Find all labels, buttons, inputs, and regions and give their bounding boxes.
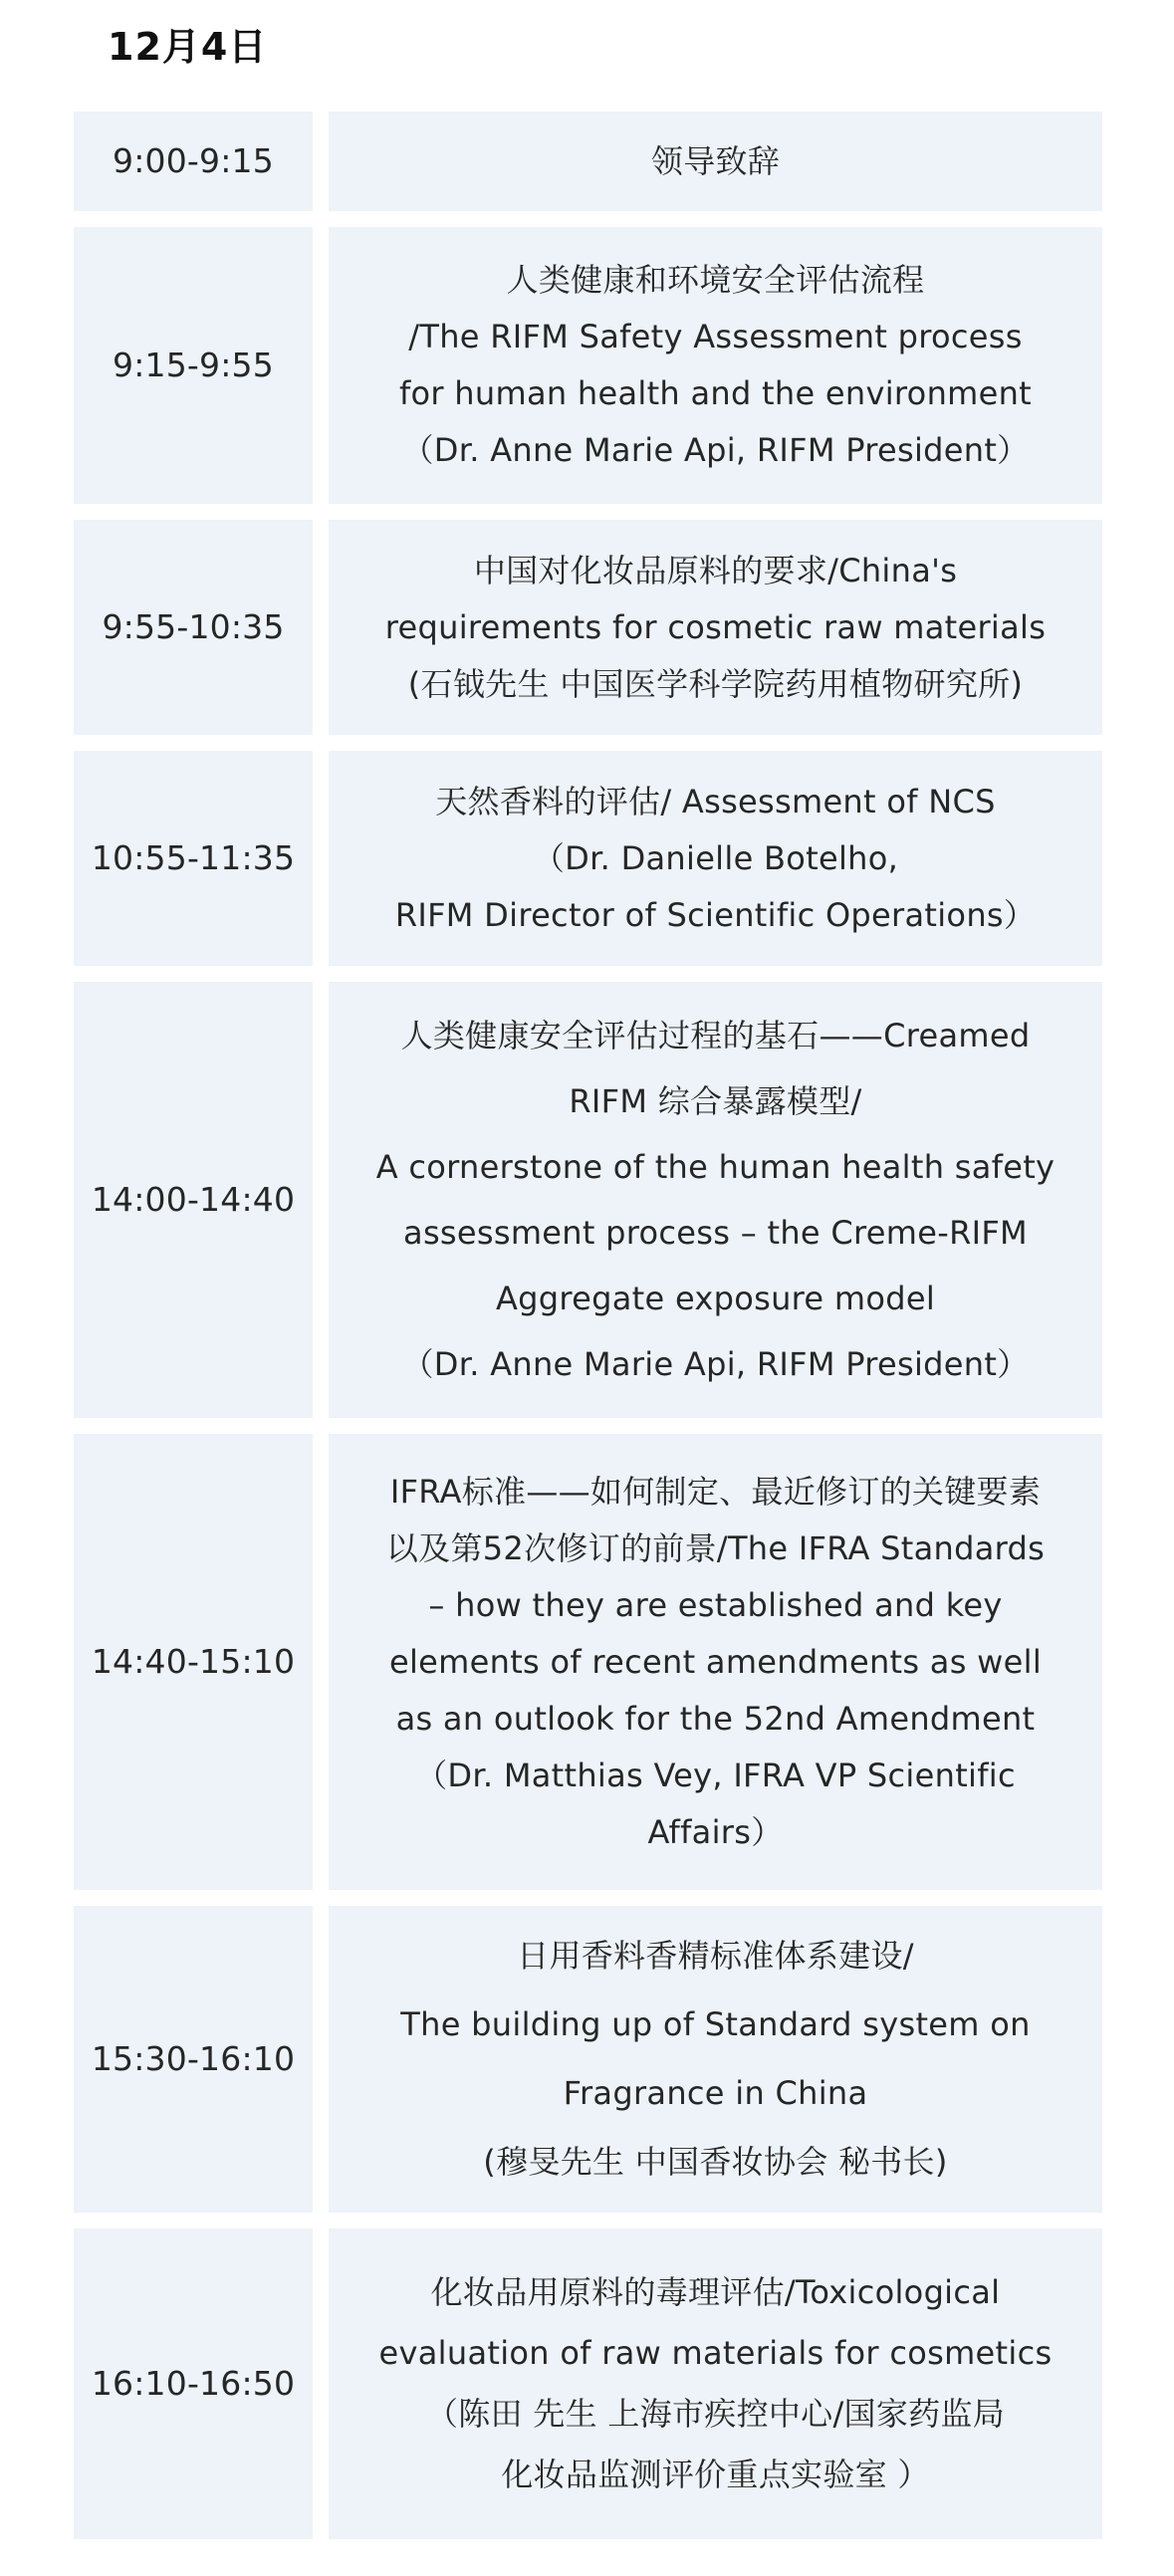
topic-line: （Dr. Anne Marie Api, RIFM President） [401,1345,1030,1383]
topic-line: A cornerstone of the human health safety [375,1148,1056,1186]
schedule-row [74,1434,1102,1890]
topic-line: （Dr. Danielle Botelho, [532,838,899,877]
topic-line: evaluation of raw materials for cosmetics [378,2334,1053,2372]
topic-line: for human health and the environment [398,374,1033,412]
topic-lines [343,1003,1088,1397]
topic-line: （陈田 先生 上海市疾控中心/国家药监局 [425,2395,1006,2433]
topic-lines [343,774,1088,944]
topic-line: 日用香料香精标准体系建设/ [517,1937,914,1975]
topic-line: Fragrance in China [563,2074,868,2112]
topic-line: IFRA标准——如何制定、最近修订的关键要素 [389,1472,1042,1511]
topic-line: as an outlook for the 52nd Amendment [395,1699,1036,1738]
topic-lines [343,252,1088,479]
schedule-row [74,520,1102,735]
topic-cell [329,112,1102,211]
schedule-row [74,1906,1102,2213]
schedule-table [74,112,1102,2539]
topic-line: 以及第52次修订的前景/The IFRA Standards [385,1528,1046,1567]
topic-line: The building up of Standard system on [400,2005,1031,2043]
topic-line: 中国对化妆品原料的要求/China's [473,551,958,589]
time-cell: 14:00-14:40 [74,982,313,1418]
topic-cell [329,2228,1102,2539]
time-cell: 9:55-10:35 [74,520,313,735]
topic-line: elements of recent amendments as well [388,1642,1043,1681]
topic-line: 人类健康安全评估过程的基石——Creamed [400,1017,1031,1054]
time-cell: 9:00-9:15 [74,112,313,211]
topic-line: Aggregate exposure model [495,1280,936,1317]
topic-line: /The RIFM Safety Assessment process [408,318,1023,355]
topic-cell [329,1434,1102,1890]
topic-line: 天然香料的评估/ Assessment of NCS [435,782,996,820]
time-cell: 9:15-9:55 [74,227,313,504]
schedule-row [74,227,1102,504]
topic-cell [329,1906,1102,2213]
time-cell: 15:30-16:10 [74,1906,313,2213]
topic-line: （Dr. Matthias Vey, IFRA VP Scientific [415,1756,1016,1794]
time-cell: 16:10-16:50 [74,2228,313,2539]
schedule-row [74,982,1102,1418]
schedule-row [74,751,1102,966]
schedule-row [74,112,1102,211]
topic-cell [329,751,1102,966]
topic-lines [343,543,1088,713]
topic-lines [343,2262,1088,2505]
topic-line: 化妆品监测评价重点实验室 ） [501,2456,930,2493]
topic-line: assessment process – the Creme-RIFM [403,1214,1028,1252]
date-title: 12月4日 [108,25,268,69]
topic-line: (石钺先生 中国医学科学院药用植物研究所) [407,664,1024,703]
schedule-row [74,2228,1102,2539]
topic-cell [329,520,1102,735]
topic-line: 领导致辞 [650,141,781,180]
topic-lines [343,1922,1088,2197]
topic-cell [329,982,1102,1418]
topic-line: – how they are established and key [428,1585,1003,1624]
topic-lines [343,1464,1088,1861]
topic-line: RIFM Director of Scientific Operations） [394,895,1037,934]
time-cell: 14:40-15:10 [74,1434,313,1890]
topic-line: 人类健康和环境安全评估流程 [506,261,925,299]
topic-line: RIFM 综合暴露模型/ [569,1082,862,1120]
topic-lines [343,133,1088,190]
topic-line: requirements for cosmetic raw materials [384,607,1047,646]
time-cell: 10:55-11:35 [74,751,313,966]
topic-cell [329,227,1102,504]
topic-line: （Dr. Anne Marie Api, RIFM President） [401,431,1030,469]
topic-line: 化妆品用原料的毒理评估/Toxicological [430,2273,1001,2311]
topic-line: Affairs） [647,1812,784,1851]
topic-line: (穆旻先生 中国香妆协会 秘书长) [483,2143,948,2181]
